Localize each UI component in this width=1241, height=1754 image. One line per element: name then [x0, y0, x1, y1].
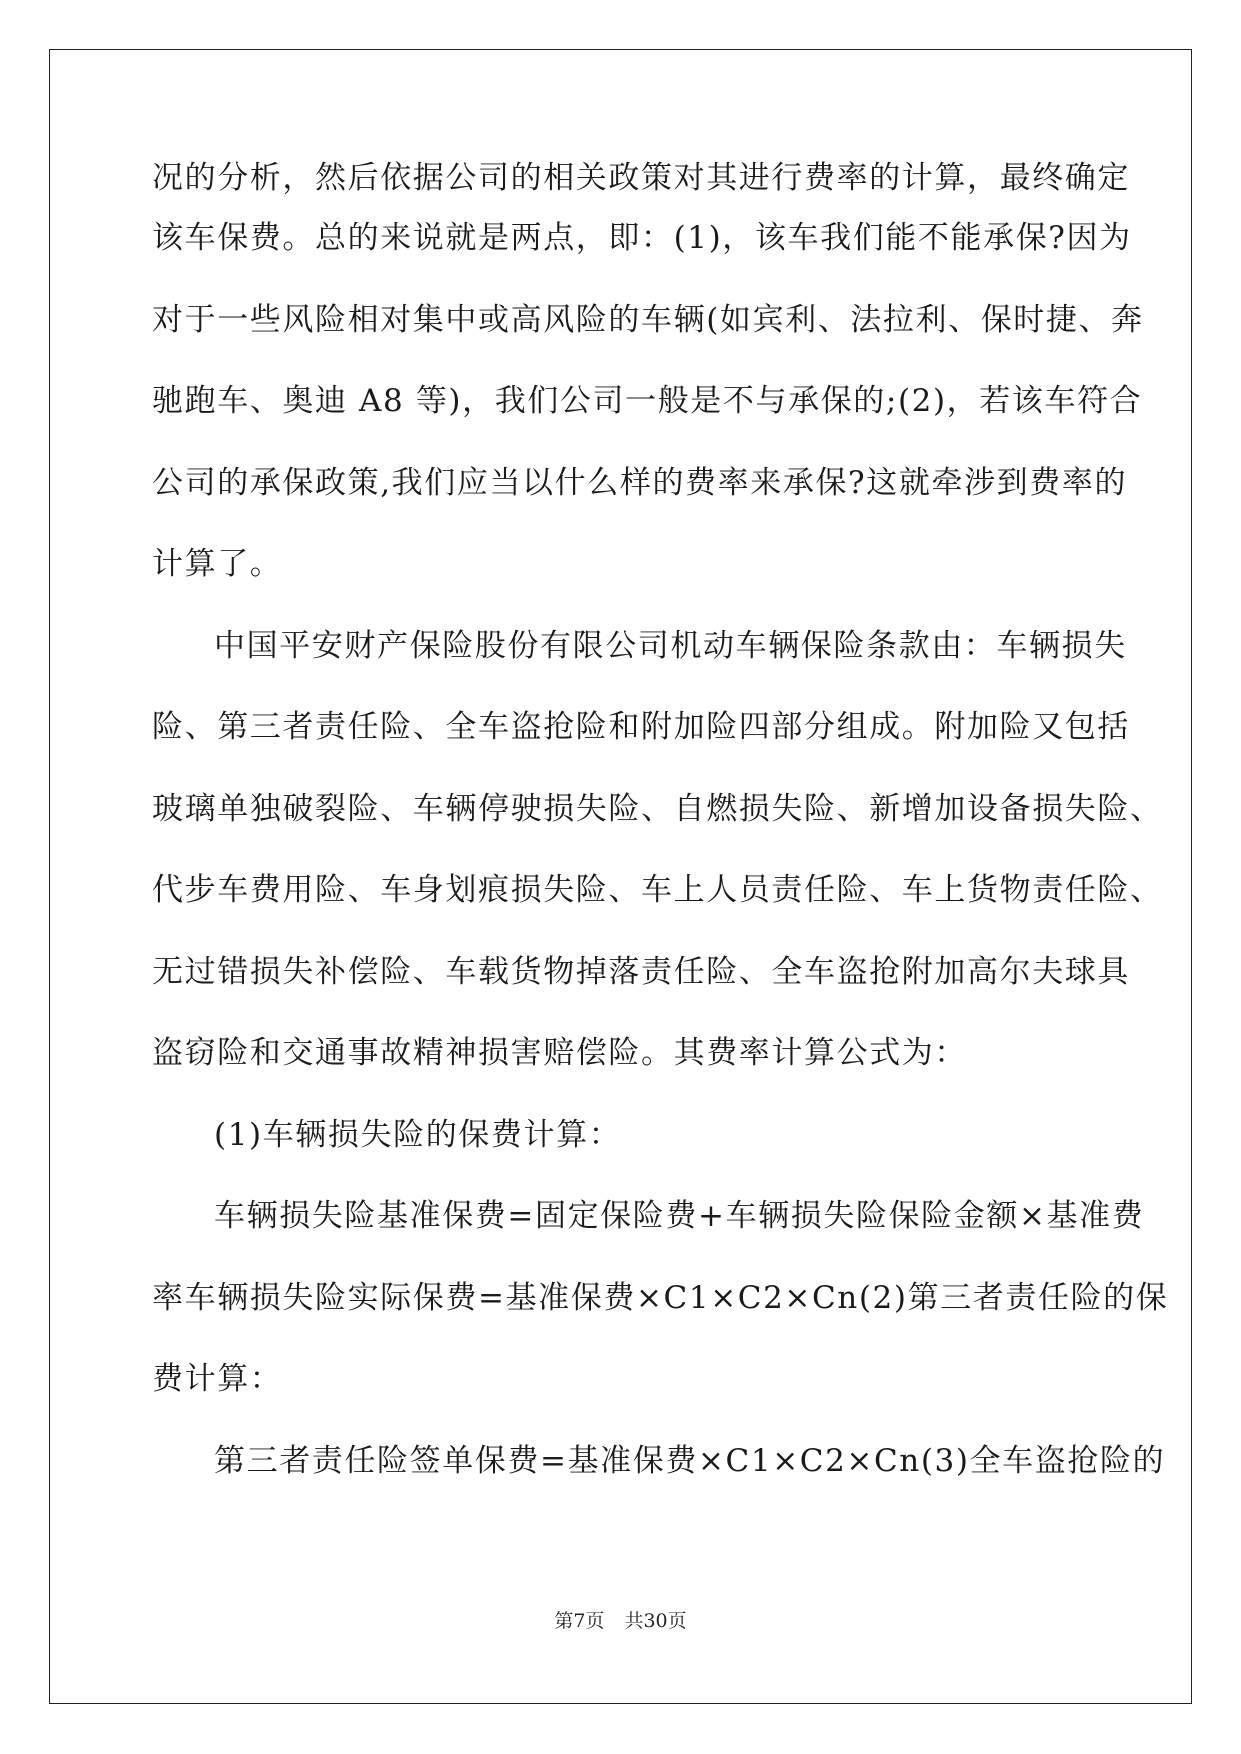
- paragraph-start: 中国平安财产保险股份有限公司机动车辆保险条款由：车辆损失: [214, 627, 1127, 664]
- text-line: 玻璃单独破裂险、车辆停驶损失险、自燃损失险、新增加设备损失险、: [152, 790, 1163, 827]
- formula-line: 车辆损失险基准保费=固定保险费+车辆损失险保险金额×基准费: [214, 1198, 1145, 1234]
- document-body: [152, 158, 1169, 1502]
- text-line: 无过错损失补偿险、车载货物掉落责任险、全车盗抢附加高尔夫球具: [152, 953, 1130, 990]
- page-footer: [0, 1606, 1241, 1633]
- text-line: 计算了。: [152, 546, 283, 582]
- page-total: 共30页: [624, 1610, 687, 1632]
- page-number: 第7页: [554, 1610, 605, 1632]
- text-line: 费计算：: [152, 1361, 283, 1397]
- text-line: 该车保费。总的来说就是两点，即：(1)，该车我们能不能承保?因为: [152, 220, 1132, 256]
- formula-line: 第三者责任险签单保费=基准保费×C1×C2×Cn(3)全车盗抢险的: [214, 1442, 1166, 1479]
- section-heading: (1)车辆损失险的保费计算：: [214, 1116, 622, 1153]
- text-line: 驰跑车、奥迪 A8 等)，我们公司一般是不与承保的;(2)，若该车符合: [152, 383, 1143, 419]
- text-line: 公司的承保政策,我们应当以什么样的费率来承保?这就牵涉到费率的: [152, 464, 1128, 501]
- text-line: 代步车费用险、车身划痕损失险、车上人员责任险、车上货物责任险、: [152, 872, 1163, 908]
- text-line: 对于一些风险相对集中或高风险的车辆(如宾利、法拉利、保时捷、奔: [152, 301, 1144, 338]
- text-line: 况的分析，然后依据公司的相关政策对其进行费率的计算，最终确定: [152, 160, 1130, 196]
- text-line: 险、第三者责任险、全车盗抢险和附加险四部分组成。附加险又包括: [152, 709, 1130, 745]
- text-line: 盗窃险和交通事故精神损害赔偿险。其费率计算公式为：: [152, 1035, 967, 1071]
- formula-line: 率车辆损失险实际保费=基准保费×C1×C2×Cn(2)第三者责任险的保: [152, 1279, 1169, 1316]
